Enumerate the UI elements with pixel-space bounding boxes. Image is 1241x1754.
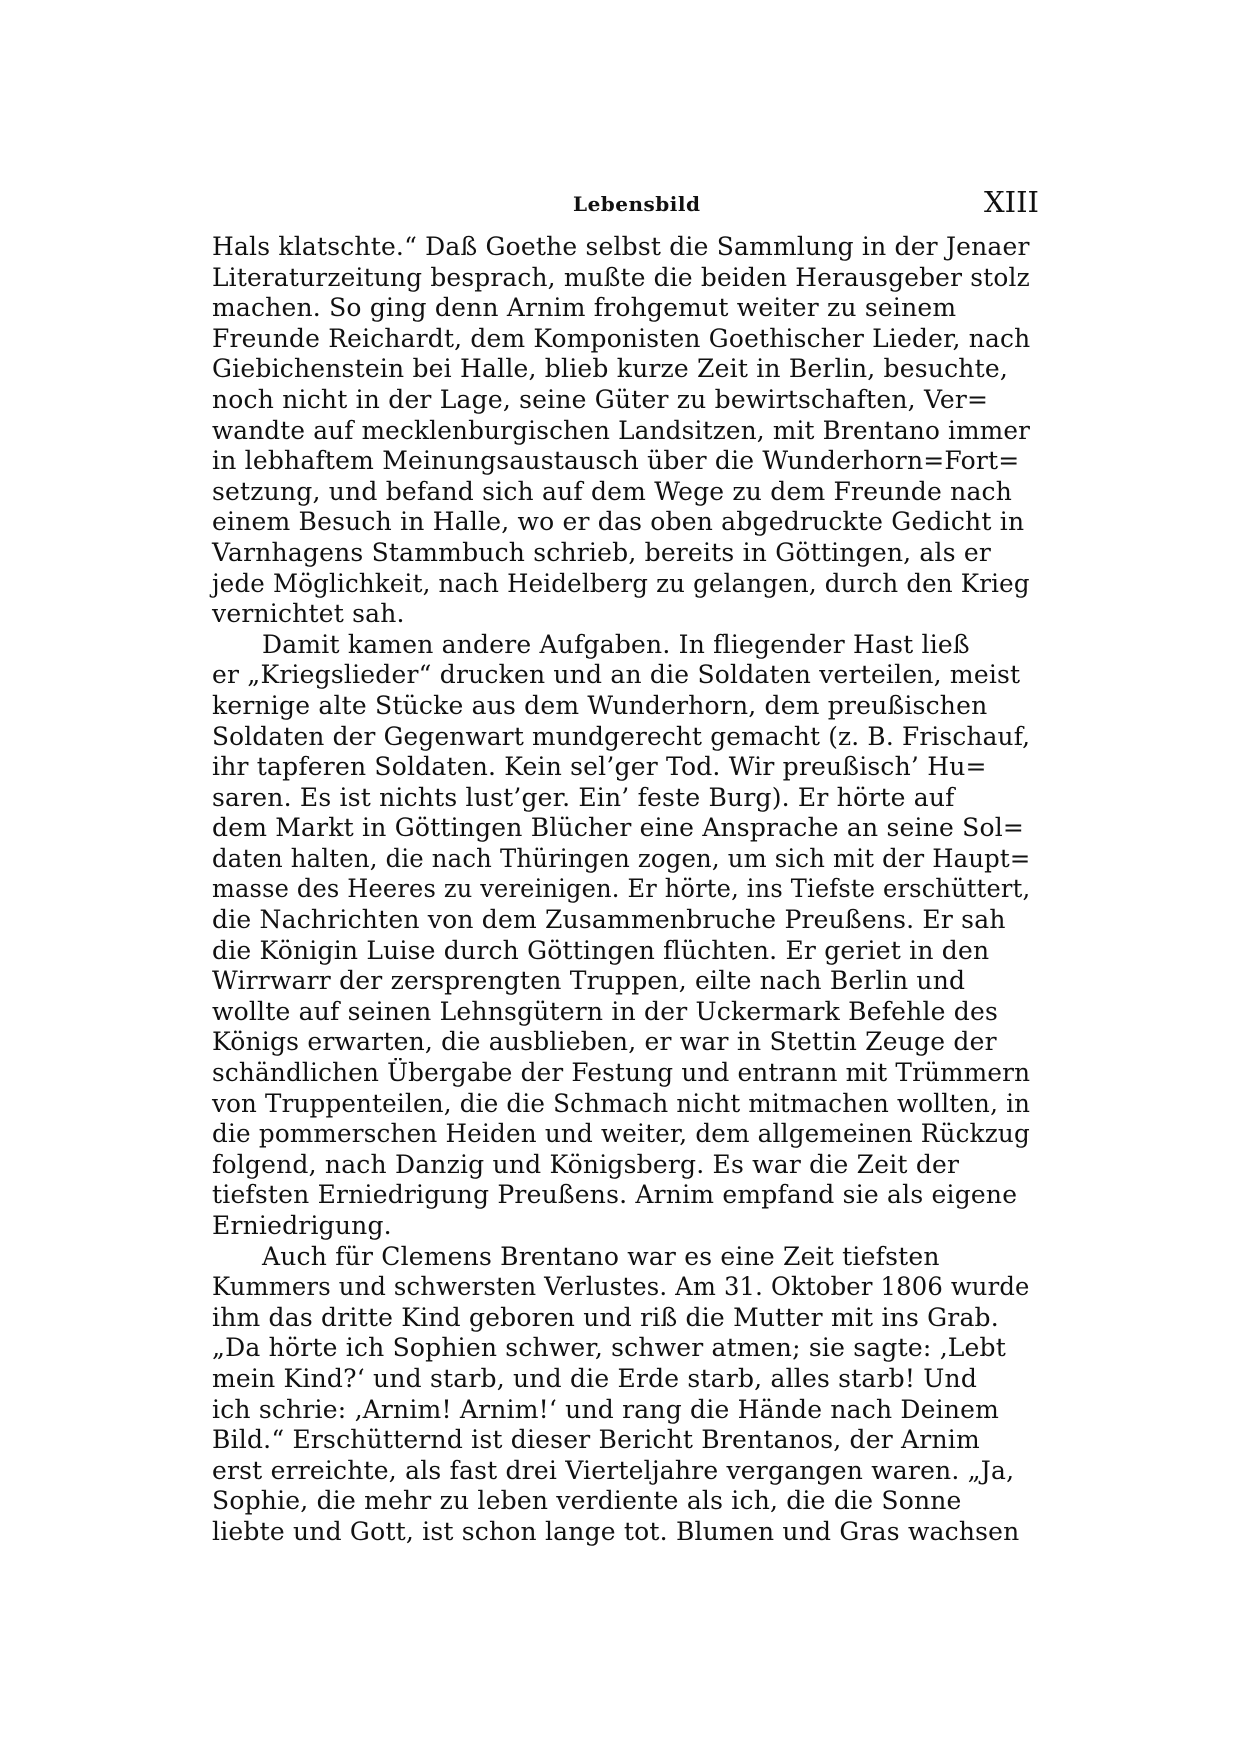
text-line: machen. So ging denn Arnim frohgemut weiter zu seinem	[212, 293, 957, 323]
text-line: noch nicht in der Lage, seine Güter zu bewirtschaften, Ver=	[212, 384, 989, 414]
text-line: Varnhagens Stammbuch schrieb, bereits in Göttingen, als er	[212, 537, 992, 567]
text-line: Kummers und schwersten Verlustes. Am 31. Oktober 1806 wurde	[212, 1272, 1030, 1302]
text-line: ihm das dritte Kind geboren und riß die Mutter mit ins Grab.	[212, 1302, 999, 1332]
page-number: XIII	[983, 185, 1039, 219]
text-line: Sophie, die mehr zu leben verdiente als ich, die die Sonne	[212, 1486, 962, 1516]
text-line: schändlichen Übergabe der Festung und entrann mit Trümmern	[212, 1058, 1031, 1088]
text-line: er „Kriegslieder“ drucken und an die Soldaten verteilen, meist	[212, 660, 1021, 690]
text-line: masse des Heeres zu vereinigen. Er hörte, ins Tiefste erschüttert,	[212, 874, 1031, 904]
text-line: mein Kind?‘ und starb, und die Erde starb, alles starb! Und	[212, 1363, 978, 1393]
text-line: wollte auf seinen Lehnsgütern in der Uckermark Befehle des	[212, 996, 999, 1026]
running-title: Lebensbild	[573, 192, 701, 216]
text-line: Soldaten der Gegenwart mundgerecht gemacht (z. B. Frischauf,	[212, 721, 1031, 751]
text-line: Freunde Reichardt, dem Komponisten Goethischer Lieder, nach	[212, 323, 1031, 353]
text-line: liebte und Gott, ist schon lange tot. Blumen und Gras wachsen	[212, 1516, 1020, 1546]
text-line: wandte auf mecklenburgischen Landsitzen, mit Brentano immer	[212, 415, 1031, 445]
text-line: jede Möglichkeit, nach Heidelberg zu gelangen, durch den Krieg	[212, 568, 1030, 598]
text-line: erst erreichte, als fast drei Vierteljahre vergangen waren. „Ja,	[212, 1455, 1015, 1485]
text-line: ich schrie: ‚Arnim! Arnim!‘ und rang die Hände nach Deinem	[212, 1394, 1000, 1424]
text-line: dem Markt in Göttingen Blücher eine Ansprache an seine Sol=	[212, 813, 1025, 843]
text-line: in lebhaftem Meinungsaustausch über die Wunderhorn=Fort=	[212, 446, 1020, 476]
text-line: die pommerschen Heiden und weiter, dem allgemeinen Rückzug	[212, 1119, 1030, 1149]
text-line: Damit kamen andere Aufgaben. In fliegender Hast ließ	[262, 629, 970, 659]
text-line: ihr tapferen Soldaten. Kein sel’ger Tod. Wir preußisch’ Hu=	[212, 752, 987, 782]
text-line: daten halten, die nach Thüringen zogen, um sich mit der Haupt=	[212, 843, 1031, 873]
text-line: folgend, nach Danzig und Königsberg. Es war die Zeit der	[212, 1149, 960, 1179]
text-line: die Königin Luise durch Göttingen flüchten. Er geriet in den	[212, 935, 990, 965]
text-line: „Da hörte ich Sophien schwer, schwer atmen; sie sagte: ‚Lebt	[212, 1333, 1006, 1363]
text-line: vernichtet sah.	[212, 599, 405, 629]
text-line: Hals klatschte.“ Daß Goethe selbst die Sammlung in der Jenaer	[212, 232, 1030, 261]
body-text	[212, 232, 1030, 1548]
text-line: Giebichenstein bei Halle, blieb kurze Zeit in Berlin, besuchte,	[212, 354, 1008, 384]
text-line: saren. Es ist nichts lust’ger. Ein’ feste Burg). Er hörte auf	[212, 782, 955, 812]
text-line: Bild.“ Erschütternd ist dieser Bericht Brentanos, der Arnim	[212, 1425, 980, 1455]
text-line: setzung, und befand sich auf dem Wege zu dem Freunde nach	[212, 476, 1013, 506]
text-line: Auch für Clemens Brentano war es eine Zeit tiefsten	[262, 1241, 940, 1271]
text-line: Wirrwarr der zersprengten Truppen, eilte nach Berlin und	[212, 966, 966, 996]
text-line: Königs erwarten, die ausblieben, er war in Stettin Zeuge der	[212, 1027, 997, 1057]
text-line: tiefsten Erniedrigung Preußens. Arnim empfand sie als eigene	[212, 1180, 1018, 1210]
text-line: Literaturzeitung besprach, mußte die beiden Herausgeber stolz	[212, 262, 1030, 292]
text-line: von Truppenteilen, die die Schmach nicht mitmachen wollten, in	[212, 1088, 1031, 1118]
text-line: die Nachrichten von dem Zusammenbruche Preußens. Er sah	[212, 905, 1006, 935]
text-line: einem Besuch in Halle, wo er das oben abgedruckte Gedicht in	[212, 507, 1025, 537]
text-line: Erniedrigung.	[212, 1211, 392, 1240]
text-line: kernige alte Stücke aus dem Wunderhorn, dem preußischen	[212, 690, 988, 720]
